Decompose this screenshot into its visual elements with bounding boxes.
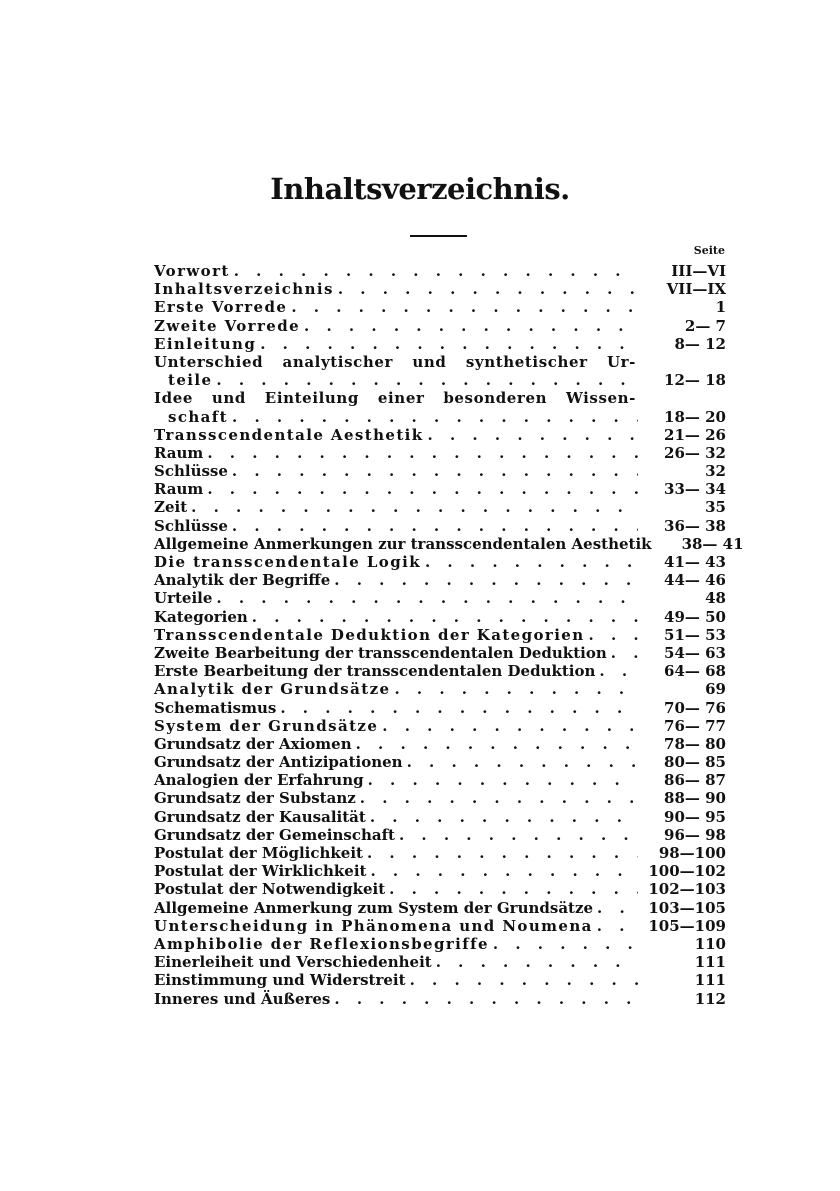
toc-entry bbox=[154, 571, 726, 589]
toc-entry bbox=[154, 608, 726, 626]
dot-leader bbox=[390, 680, 638, 698]
dot-leader bbox=[406, 971, 638, 989]
toc-entry bbox=[154, 680, 726, 698]
dot-leader bbox=[607, 644, 638, 662]
dot-leader bbox=[256, 335, 638, 353]
toc-entry-label: Amphibolie der Reflexionsbegriffe bbox=[154, 934, 489, 953]
toc-entry bbox=[154, 426, 726, 444]
dot-leader bbox=[593, 917, 638, 935]
toc-entry bbox=[154, 517, 726, 535]
toc-entry bbox=[154, 844, 726, 862]
toc-entry-page: 26— 32 bbox=[664, 443, 726, 462]
toc-entry bbox=[154, 317, 726, 335]
toc-entry-page: 51— 53 bbox=[664, 625, 726, 644]
toc-entry-label: Raum bbox=[154, 480, 204, 499]
toc-entry bbox=[154, 353, 726, 389]
toc-entry-page: 110 bbox=[694, 934, 726, 953]
dot-leader bbox=[366, 862, 638, 880]
toc-entry-label: Inhaltsverzeichnis bbox=[154, 280, 334, 299]
toc-entry bbox=[154, 262, 726, 280]
toc-entry-label: Zweite Vorrede bbox=[154, 316, 301, 335]
dot-leader bbox=[300, 317, 638, 335]
toc-entry bbox=[154, 280, 726, 298]
dot-leader bbox=[595, 662, 638, 680]
toc-entry-label: Die transscendentale Logik bbox=[154, 553, 421, 572]
toc-entry-page: 111 bbox=[694, 971, 726, 990]
toc-entry-label: Erste Bearbeitung der transscendentalen Deduktion bbox=[154, 662, 596, 681]
dot-leader bbox=[228, 517, 638, 535]
toc-entry bbox=[154, 480, 726, 498]
dot-leader bbox=[421, 553, 638, 571]
toc-entry-label: Urteile bbox=[154, 589, 213, 608]
toc-entry bbox=[154, 789, 726, 807]
toc-entry-page: 32 bbox=[705, 462, 726, 481]
toc-entry-label: Allgemeine Anmerkungen zur transscendentalen Aesthetik bbox=[154, 534, 652, 553]
toc-entry-page: VII—IX bbox=[666, 280, 726, 299]
toc-entry bbox=[154, 462, 726, 480]
toc-entry-page: 64— 68 bbox=[664, 662, 726, 681]
toc-entry-label: Grundsatz der Axiomen bbox=[154, 734, 352, 753]
toc-entry-label: Zweite Bearbeitung der transscendentalen Deduktion bbox=[154, 643, 607, 662]
table-of-contents bbox=[154, 261, 744, 1008]
toc-entry-page: 41— 43 bbox=[664, 553, 726, 572]
toc-entry-label-line1: Idee und Einteilung einer besonderen Wissen- bbox=[154, 389, 636, 408]
toc-entry bbox=[154, 444, 726, 462]
toc-entry-label: Erste Vorrede bbox=[154, 298, 288, 317]
toc-entry-page: 86— 87 bbox=[664, 771, 726, 790]
toc-entry bbox=[154, 880, 726, 898]
toc-entry bbox=[154, 771, 726, 789]
toc-entry-page: 111 bbox=[694, 953, 726, 972]
toc-entry bbox=[154, 826, 726, 844]
dot-leader bbox=[432, 953, 638, 971]
dot-leader bbox=[330, 571, 638, 589]
toc-entry-page: 69 bbox=[705, 680, 726, 699]
toc-entry-label: Grundsatz der Antizipationen bbox=[154, 753, 403, 772]
toc-entry-page: 96— 98 bbox=[664, 825, 726, 844]
toc-entry bbox=[154, 589, 726, 607]
title-divider bbox=[410, 235, 467, 237]
toc-entry-label: Transscendentale Deduktion der Kategorien bbox=[154, 625, 585, 644]
toc-entry-page: 49— 50 bbox=[664, 607, 726, 626]
toc-entry bbox=[154, 389, 726, 425]
toc-entry-label: Grundsatz der Substanz bbox=[154, 789, 356, 808]
dot-leader bbox=[230, 262, 638, 280]
toc-entry bbox=[154, 298, 726, 316]
toc-entry bbox=[154, 717, 726, 735]
dot-leader bbox=[356, 789, 638, 807]
toc-entry bbox=[154, 917, 726, 935]
toc-entry-page: 76— 77 bbox=[664, 716, 726, 735]
toc-entry-label: Einstimmung und Widerstreit bbox=[154, 971, 406, 990]
dot-leader bbox=[364, 771, 638, 789]
toc-entry bbox=[154, 862, 726, 880]
toc-entry-label: Inneres und Äußeres bbox=[154, 989, 331, 1008]
toc-entry bbox=[154, 662, 726, 680]
toc-entry-label: Analytik der Grundsätze bbox=[154, 680, 391, 699]
page-title: Inhaltsverzeichnis. bbox=[270, 172, 570, 206]
toc-entry-label: Transscendentale Aesthetik bbox=[154, 425, 424, 444]
toc-entry-page: 90— 95 bbox=[664, 807, 726, 826]
toc-entry-label: Einerleiheit und Verschiedenheit bbox=[154, 953, 432, 972]
toc-entry-page: 102—103 bbox=[648, 880, 726, 899]
toc-entry-page: 100—102 bbox=[648, 862, 726, 881]
toc-entry-label: Kategorien bbox=[154, 607, 248, 626]
toc-entry bbox=[154, 899, 726, 917]
toc-entry-label-line2: teile bbox=[168, 371, 213, 390]
dot-leader bbox=[203, 444, 638, 462]
toc-entry bbox=[154, 753, 726, 771]
toc-entry bbox=[154, 644, 726, 662]
dot-leader bbox=[334, 280, 638, 298]
toc-entry-page: 54— 63 bbox=[664, 643, 726, 662]
toc-entry-label: Schlüsse bbox=[154, 462, 228, 481]
toc-entry bbox=[154, 735, 726, 753]
toc-entry-label-line1: Unterschied analytischer und synthetischer Ur- bbox=[154, 352, 636, 371]
toc-entry-page: 21— 26 bbox=[664, 425, 726, 444]
toc-entry-label: System der Grundsätze bbox=[154, 716, 379, 735]
toc-entry bbox=[154, 699, 726, 717]
toc-entry bbox=[154, 935, 726, 953]
dot-leader bbox=[424, 426, 638, 444]
toc-entry bbox=[154, 553, 726, 571]
toc-entry-label: Grundsatz der Kausalität bbox=[154, 807, 366, 826]
dot-leader bbox=[378, 717, 638, 735]
toc-entry-page: 48 bbox=[705, 589, 726, 608]
dot-leader bbox=[395, 826, 638, 844]
toc-entry-label: Postulat der Notwendigkeit bbox=[154, 880, 386, 899]
toc-entry-page: 88— 90 bbox=[664, 789, 726, 808]
dot-leader bbox=[585, 626, 638, 644]
toc-entry-label: Postulat der Möglichkeit bbox=[154, 844, 363, 863]
toc-entry bbox=[154, 953, 726, 971]
toc-entry-page: 112 bbox=[694, 989, 726, 1008]
toc-entry bbox=[154, 534, 744, 553]
toc-entry bbox=[154, 808, 726, 826]
toc-entry-page: 105—109 bbox=[648, 916, 726, 935]
toc-entry-page: 80— 85 bbox=[664, 753, 726, 772]
toc-entry-label: Analogien der Erfahrung bbox=[154, 771, 364, 790]
toc-entry-label: Zeit bbox=[154, 498, 188, 517]
toc-entry-page: 12— 18 bbox=[664, 371, 726, 390]
toc-entry-page: 18— 20 bbox=[664, 407, 726, 426]
toc-entry-label: Allgemeine Anmerkung zum System der Grundsätze bbox=[154, 898, 594, 917]
dot-leader bbox=[212, 589, 638, 607]
dot-leader bbox=[385, 880, 638, 898]
dot-leader bbox=[187, 498, 638, 516]
dot-leader bbox=[276, 699, 638, 717]
dot-leader bbox=[203, 480, 638, 498]
toc-entry-label: Unterscheidung in Phänomena und Noumena bbox=[154, 916, 593, 935]
dot-leader bbox=[366, 808, 638, 826]
toc-entry-page: 36— 38 bbox=[664, 516, 726, 535]
dot-leader bbox=[363, 844, 638, 862]
dot-leader bbox=[228, 408, 638, 426]
dot-leader bbox=[248, 608, 638, 626]
toc-entry bbox=[154, 990, 726, 1008]
toc-entry-label: Postulat der Wirklichkeit bbox=[154, 862, 367, 881]
toc-entry-page: 70— 76 bbox=[664, 698, 726, 717]
toc-entry-page: 8— 12 bbox=[674, 334, 726, 353]
toc-entry-label: Schlüsse bbox=[154, 516, 228, 535]
page-column-header: Seite bbox=[693, 244, 725, 257]
toc-entry bbox=[154, 971, 726, 989]
toc-entry-page: 35 bbox=[705, 498, 726, 517]
toc-entry-label: Vorwort bbox=[154, 261, 230, 280]
toc-entry-label: Analytik der Begriffe bbox=[154, 571, 331, 590]
toc-entry-page: 103—105 bbox=[648, 898, 726, 917]
toc-entry-page: 33— 34 bbox=[664, 480, 726, 499]
toc-entry-label-line2: schaft bbox=[168, 407, 228, 426]
toc-entry-label: Grundsatz der Gemeinschaft bbox=[154, 825, 395, 844]
dot-leader bbox=[352, 735, 638, 753]
toc-entry bbox=[154, 498, 726, 516]
toc-entry-page: III—VI bbox=[671, 261, 726, 280]
toc-entry-page: 98—100 bbox=[658, 844, 726, 863]
toc-entry-label: Raum bbox=[154, 443, 204, 462]
toc-entry-page: 78— 80 bbox=[664, 734, 726, 753]
toc-entry-page: 38— 41 bbox=[681, 534, 744, 553]
toc-entry-page: 2— 7 bbox=[684, 316, 726, 335]
dot-leader bbox=[330, 990, 638, 1008]
dot-leader bbox=[287, 298, 638, 316]
toc-entry-label: Schematismus bbox=[154, 698, 277, 717]
toc-entry bbox=[154, 626, 726, 644]
toc-entry bbox=[154, 335, 726, 353]
dot-leader bbox=[489, 935, 638, 953]
toc-entry-page: 1 bbox=[715, 298, 726, 317]
toc-entry-page: 44— 46 bbox=[664, 571, 726, 590]
toc-entry-label: Einleitung bbox=[154, 334, 257, 353]
dot-leader bbox=[403, 753, 638, 771]
dot-leader bbox=[593, 899, 638, 917]
dot-leader bbox=[212, 371, 638, 389]
dot-leader bbox=[228, 462, 638, 480]
